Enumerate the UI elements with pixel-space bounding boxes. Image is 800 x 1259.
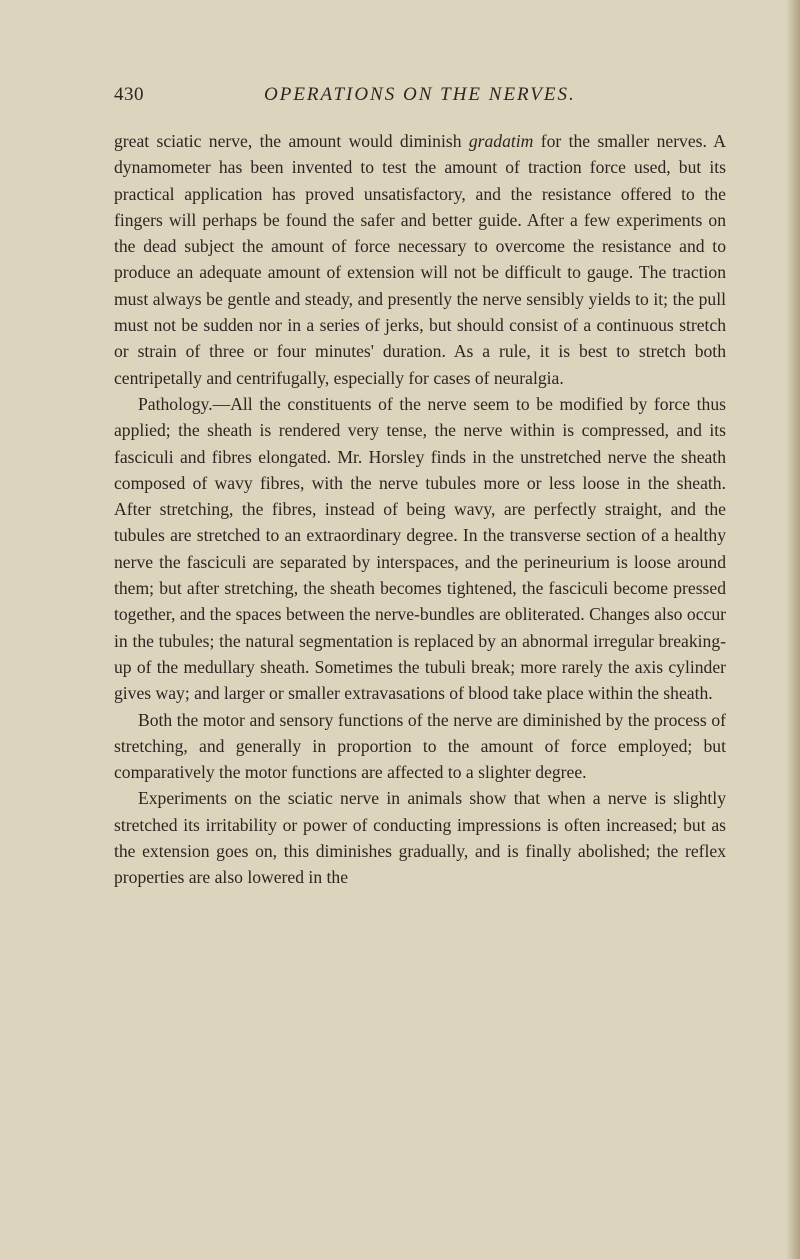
page-header — [114, 84, 726, 118]
paragraph-text: for the smaller nerves. A dynamometer has been invented to test the amount of traction force used, but its practical application has proved unsatisfactory, and the resistance offered to the fingers will perhaps be found the safer and better guide. After a few experiments on the dead subject the amount of force necessary to overcome the resistance and to produce an adequate amount of extension will not be difficult to gauge. The traction must always be gentle and steady, and presently the nerve sensibly yields to it; the pull must not be sudden nor in a series of jerks, but should consist of a continuous stretch or strain of three or four minutes' duration. As a rule, it is best to stretch both centripetally and centrifugally, especially for cases of neuralgia. — [114, 131, 726, 388]
paragraph-experiments: Experiments on the sciatic nerve in animals show that when a nerve is slightly stretched its irritability or power of conducting impressions is often increased; but as the extension goes on, this diminishes gradually, and is finally abolished; the reflex properties are also lowered in the — [114, 788, 726, 888]
running-head: OPERATIONS ON THE NERVES. — [264, 84, 576, 105]
page-number: 430 — [114, 84, 144, 105]
body-text — [114, 128, 726, 891]
page-edge-shadow — [786, 0, 800, 1259]
paragraph-pathology: Pathology.—All the constituents of the nerve seem to be modified by force thus applied; the sheath is rendered very tense, the nerve within is compressed, and its fasciculi and fibres elongated. Mr. Horsley finds in the unstretched nerve the sheath composed of wavy fibres, with the nerve tubules more or less loose in the sheath. After stretching, the fibres, instead of being wavy, are perfectly straight, and the tubules are stretched to an extraordinary degree. In the transverse section of a healthy nerve the fasciculi are separated by interspaces, and the perineurium is loose around them; but after stretching, the sheath becomes tightened, the fasciculi become pressed together, and the spaces between the nerve-bundles are obliterated. Changes also occur in the tubules; the natural segmentation is replaced by an abnormal irregular breaking-up of the medullary sheath. Sometimes the tubuli break; more rarely the axis cylinder gives way; and larger or smaller extravasations of blood take place within the sheath. — [114, 393, 726, 704]
paragraph-continuation — [114, 128, 726, 391]
italic-term: gradatim — [468, 131, 534, 151]
paragraph-text: great sciatic nerve, the amount would diminish — [114, 131, 469, 151]
paragraph-functions: Both the motor and sensory functions of the nerve are diminished by the process of stretching, and generally in proportion to the amount of force employed; but comparatively the motor functions are affected to a slighter degree. — [114, 709, 726, 783]
